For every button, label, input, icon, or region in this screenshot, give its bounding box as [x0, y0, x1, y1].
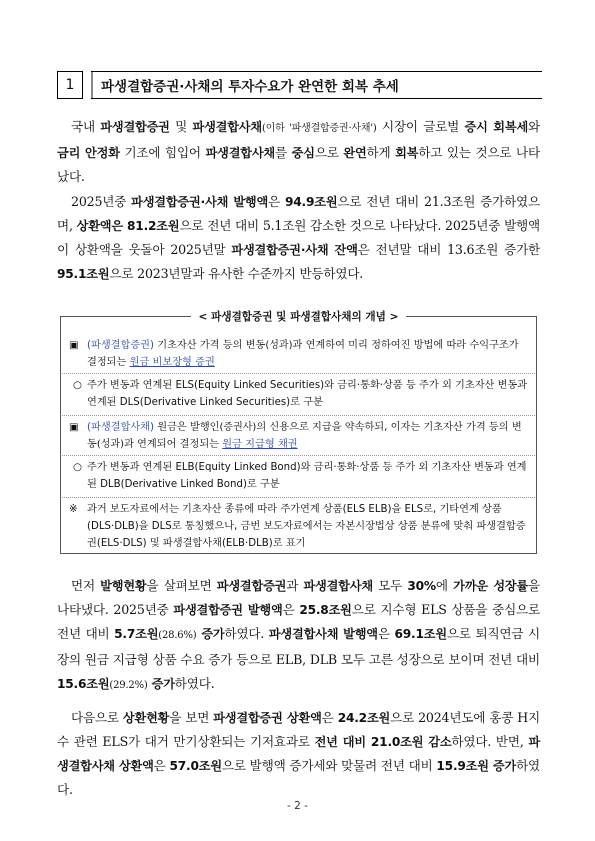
concept-box-title: < 파생결합증권 및 파생결합사채의 개념 >: [61, 309, 536, 324]
principal-guaranteed-link: 원금 지급형 채권: [222, 439, 298, 450]
concept-note: ※ 과거 보도자료에서는 기초자산 종류에 따라 주가연계 상품(ELS ELB)을 ELS로, 기타연계 상품(DLS·DLB)을 DLS로 통칭했으나, 금번 보도자료에서는 자본시장법상 상품 분류에 맞춰 파생결합증권(ELS·DLS) 및 파생결합사채(ELB·DLB)로 표기: [69, 501, 528, 552]
paragraph-3: 먼저 발행현황을 살펴보면 파생결합증권과 파생결합사채 모두 30%에 가까운 성장률을 나타냈다. 2025년중 파생결합증권 발행액은 25.8조원으로 지수형 ELS 상품을 중심으로 전년 대비 5.7조원(28.6%) 증가하였다. 파생결합사채 발행액은 69.1조원으로 퇴직연금 시장의 원금 지급형 상품 수요 증가 등으로 ELB, DLB 모두 고른 성장으로 보이며 전년 대비 15.6조원(29.2%) 증가하였다.: [57, 578, 541, 691]
divider: [62, 415, 535, 416]
concept-box: [60, 311, 537, 554]
square-bullet-icon: ▣: [69, 340, 79, 351]
concept-item-derivative-bonds: ▣ (파생결합사채) 원금은 발행인(증권사)의 신용으로 지급을 약속하되, 이자는 기초자산 가격 등의 변동(성과)과 연계되어 결정되는 원금 지급형 채권: [69, 419, 528, 453]
section-title: 파생결합증권·사채의 투자수요가 완연한 회복 추세: [91, 71, 542, 99]
paragraph-2: 2025년중 파생결합증권·사채 발행액은 94.9조원으로 전년 대비 21.3조원 증가하였으며, 상환액은 81.2조원으로 전년 대비 5.1조원 감소한 것으로 나타났다. 2025년중 발행액이 상환액을 웃돌아 2025년말 파생결합증권·사채 잔액은 전년말 대비 13.6조원 증가한 95.1조원으로 2023년말과 유사한 수준까지 반등하였다.: [57, 194, 541, 281]
concept-item-derivative-securities: ▣ (파생결합증권) 기초자산 가격 등의 변동(성과)과 연계하여 미리 정하여진 방법에 따라 수익구조가 결정되는 원금 비보장형 증권: [69, 337, 528, 371]
divider: [62, 497, 535, 498]
square-bullet-icon: ▣: [69, 422, 79, 433]
principal-unprotected-link: 원금 비보장형 증권: [129, 357, 215, 368]
circle-bullet-icon: ○: [73, 462, 82, 473]
page-number: - 2 -: [287, 800, 308, 812]
section-number: 1: [57, 71, 83, 99]
circle-bullet-icon: ○: [73, 380, 82, 391]
concept-subitem-elb-dlb: ○ 주가 변동과 연계된 ELB(Equity Linked Bond)와 금리·통화·상품 등 주가 외 기초자산 변동과 연계된 DLB(Derivative Linked Bond)로 구분: [73, 459, 528, 493]
divider: [62, 373, 535, 374]
divider: [62, 455, 535, 456]
paragraph-1: 국내 파생결합증권 및 파생결합사채(이하 '파생결합증권·사채') 시장이 글로벌 증시 회복세와 금리 안정화 기조에 힘입어 파생결합사채를 중심으로 완연하게 회복하고 있는 것으로 나타났다.: [57, 119, 540, 184]
concept-subitem-els-dls: ○ 주가 변동과 연계된 ELS(Equity Linked Securities)와 금리·통화·상품 등 주가 외 기초자산 변동과 연계된 DLS(Derivative Linked Securities)로 구분: [73, 377, 528, 411]
section-header: [57, 71, 542, 103]
reference-mark-icon: ※: [69, 504, 78, 515]
paragraph-4: 다음으로 상환현황을 보면 파생결합증권 상환액은 24.2조원으로 2024년도에 홍콩 H지수 관련 ELS가 대거 만기상환되는 기저효과로 전년 대비 21.0조원 감소하였다. 반면, 파생결합사채 상환액은 57.0조원으로 발행액 증가세와 맞물려 전년 대비 15.9조원 증가하였다.: [57, 710, 541, 797]
